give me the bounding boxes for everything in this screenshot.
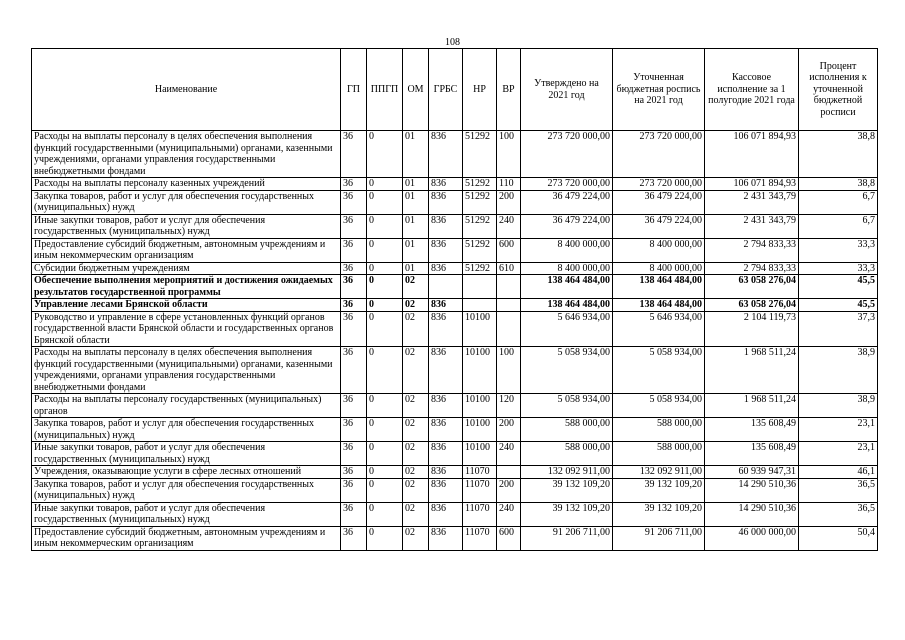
cell-grbs: 836: [429, 178, 463, 191]
cell-name: Субсидии бюджетным учреждениям: [32, 262, 341, 275]
cell-percent: 23,1: [799, 442, 878, 466]
cell-grbs: [429, 275, 463, 299]
cell-refined: 588 000,00: [613, 418, 705, 442]
cell-vr: 200: [497, 478, 521, 502]
cell-grbs: 836: [429, 442, 463, 466]
cell-grbs: 836: [429, 347, 463, 394]
cell-vr: 100: [497, 131, 521, 178]
header-om: ОМ: [403, 49, 429, 131]
cell-nr: 10100: [463, 347, 497, 394]
cell-percent: 38,8: [799, 178, 878, 191]
table-row: [32, 262, 878, 275]
table-row: [32, 311, 878, 347]
cell-refined: 138 464 484,00: [613, 275, 705, 299]
cell-cash: 135 608,49: [705, 442, 799, 466]
cell-nr: [463, 275, 497, 299]
cell-nr: 11070: [463, 502, 497, 526]
cell-refined: 273 720 000,00: [613, 131, 705, 178]
cell-grbs: 836: [429, 262, 463, 275]
cell-ppgp: 0: [367, 299, 403, 312]
cell-om: 02: [403, 311, 429, 347]
cell-approved: 138 464 484,00: [521, 299, 613, 312]
cell-nr: 11070: [463, 526, 497, 550]
cell-cash: 2 104 119,73: [705, 311, 799, 347]
cell-nr: 10100: [463, 394, 497, 418]
cell-approved: 588 000,00: [521, 442, 613, 466]
cell-grbs: 836: [429, 311, 463, 347]
cell-vr: 600: [497, 238, 521, 262]
cell-vr: 100: [497, 347, 521, 394]
cell-percent: 38,9: [799, 394, 878, 418]
cell-nr: 51292: [463, 131, 497, 178]
cell-approved: 588 000,00: [521, 418, 613, 442]
cell-vr: 610: [497, 262, 521, 275]
cell-om: 01: [403, 178, 429, 191]
cell-vr: 240: [497, 502, 521, 526]
cell-gp: 36: [341, 466, 367, 479]
cell-approved: 36 479 224,00: [521, 214, 613, 238]
cell-gp: 36: [341, 131, 367, 178]
cell-cash: 106 071 894,93: [705, 178, 799, 191]
cell-grbs: 836: [429, 214, 463, 238]
cell-ppgp: 0: [367, 478, 403, 502]
cell-gp: 36: [341, 262, 367, 275]
cell-ppgp: 0: [367, 178, 403, 191]
cell-grbs: 836: [429, 526, 463, 550]
cell-cash: 1 968 511,24: [705, 394, 799, 418]
table-row: [32, 394, 878, 418]
cell-ppgp: 0: [367, 131, 403, 178]
cell-cash: 135 608,49: [705, 418, 799, 442]
page-number: 108: [445, 37, 460, 48]
cell-vr: 200: [497, 418, 521, 442]
table-row: [32, 238, 878, 262]
header-name: Наименование: [32, 49, 341, 131]
cell-ppgp: 0: [367, 347, 403, 394]
cell-refined: 5 646 934,00: [613, 311, 705, 347]
cell-gp: 36: [341, 347, 367, 394]
cell-cash: 63 058 276,04: [705, 275, 799, 299]
header-grbs: ГРБС: [429, 49, 463, 131]
cell-name: Закупка товаров, работ и услуг для обеспечения государственных (муниципальных) нужд: [32, 478, 341, 502]
cell-gp: 36: [341, 526, 367, 550]
cell-om: 02: [403, 299, 429, 312]
cell-name: Закупка товаров, работ и услуг для обеспечения государственных (муниципальных) нужд: [32, 418, 341, 442]
table-body: [32, 131, 878, 551]
cell-om: 01: [403, 190, 429, 214]
cell-approved: 273 720 000,00: [521, 131, 613, 178]
table-row: [32, 478, 878, 502]
cell-gp: 36: [341, 238, 367, 262]
cell-cash: 2 431 343,79: [705, 214, 799, 238]
cell-vr: 110: [497, 178, 521, 191]
cell-percent: 33,3: [799, 262, 878, 275]
cell-nr: 10100: [463, 311, 497, 347]
cell-grbs: 836: [429, 466, 463, 479]
cell-refined: 273 720 000,00: [613, 178, 705, 191]
table-row: [32, 466, 878, 479]
cell-approved: 91 206 711,00: [521, 526, 613, 550]
cell-cash: 2 794 833,33: [705, 238, 799, 262]
table-row: [32, 214, 878, 238]
cell-gp: 36: [341, 190, 367, 214]
cell-vr: 600: [497, 526, 521, 550]
cell-percent: 36,5: [799, 502, 878, 526]
cell-refined: 5 058 934,00: [613, 347, 705, 394]
table-row: [32, 299, 878, 312]
budget-table: [31, 48, 878, 551]
cell-name: Расходы на выплаты персоналу государственных (муниципальных) органов: [32, 394, 341, 418]
cell-approved: 273 720 000,00: [521, 178, 613, 191]
cell-ppgp: 0: [367, 214, 403, 238]
cell-om: 01: [403, 262, 429, 275]
cell-om: 02: [403, 466, 429, 479]
cell-name: Обеспечение выполнения мероприятий и достижения ожидаемых результатов государственной программы: [32, 275, 341, 299]
cell-cash: 1 968 511,24: [705, 347, 799, 394]
cell-gp: 36: [341, 214, 367, 238]
cell-gp: 36: [341, 275, 367, 299]
cell-cash: 106 071 894,93: [705, 131, 799, 178]
cell-vr: 240: [497, 442, 521, 466]
cell-percent: 46,1: [799, 466, 878, 479]
cell-ppgp: 0: [367, 190, 403, 214]
cell-refined: 36 479 224,00: [613, 214, 705, 238]
cell-gp: 36: [341, 478, 367, 502]
cell-refined: 5 058 934,00: [613, 394, 705, 418]
cell-refined: 8 400 000,00: [613, 262, 705, 275]
cell-vr: [497, 299, 521, 312]
table-row: [32, 442, 878, 466]
table-header-row: [32, 49, 878, 131]
cell-ppgp: 0: [367, 311, 403, 347]
cell-grbs: 836: [429, 299, 463, 312]
cell-name: Закупка товаров, работ и услуг для обеспечения государственных (муниципальных) нужд: [32, 190, 341, 214]
cell-approved: 5 058 934,00: [521, 347, 613, 394]
cell-om: 02: [403, 442, 429, 466]
cell-name: Расходы на выплаты персоналу в целях обеспечения выполнения функций государственными (муниципальными) органами, казенными учреждениями, органами управления государственными внебюджетными фондами: [32, 347, 341, 394]
cell-gp: 36: [341, 502, 367, 526]
cell-om: 02: [403, 418, 429, 442]
cell-approved: 39 132 109,20: [521, 502, 613, 526]
cell-grbs: 836: [429, 131, 463, 178]
cell-name: Иные закупки товаров, работ и услуг для обеспечения государственных (муниципальных) нужд: [32, 442, 341, 466]
header-refined: Уточненная бюджетная роспись на 2021 год: [613, 49, 705, 131]
cell-om: 02: [403, 526, 429, 550]
cell-om: 02: [403, 394, 429, 418]
table-row: [32, 178, 878, 191]
cell-name: Иные закупки товаров, работ и услуг для обеспечения государственных (муниципальных) нужд: [32, 214, 341, 238]
cell-cash: 46 000 000,00: [705, 526, 799, 550]
cell-percent: 6,7: [799, 190, 878, 214]
cell-approved: 8 400 000,00: [521, 238, 613, 262]
cell-om: 02: [403, 275, 429, 299]
cell-grbs: 836: [429, 478, 463, 502]
cell-refined: 91 206 711,00: [613, 526, 705, 550]
header-ppgp: ППГП: [367, 49, 403, 131]
table-row: [32, 526, 878, 550]
cell-nr: 10100: [463, 442, 497, 466]
cell-ppgp: 0: [367, 526, 403, 550]
cell-vr: 120: [497, 394, 521, 418]
cell-approved: 138 464 484,00: [521, 275, 613, 299]
cell-nr: 10100: [463, 418, 497, 442]
cell-vr: [497, 311, 521, 347]
cell-om: 01: [403, 214, 429, 238]
cell-cash: 60 939 947,31: [705, 466, 799, 479]
cell-om: 02: [403, 478, 429, 502]
cell-grbs: 836: [429, 190, 463, 214]
cell-percent: 6,7: [799, 214, 878, 238]
cell-name: Предоставление субсидий бюджетным, автономным учреждениям и иным некоммерческим организациям: [32, 526, 341, 550]
cell-nr: 11070: [463, 466, 497, 479]
table-row: [32, 131, 878, 178]
cell-ppgp: 0: [367, 394, 403, 418]
cell-grbs: 836: [429, 394, 463, 418]
cell-nr: 51292: [463, 262, 497, 275]
cell-name: Расходы на выплаты персоналу казенных учреждений: [32, 178, 341, 191]
cell-om: 01: [403, 238, 429, 262]
cell-percent: 50,4: [799, 526, 878, 550]
cell-gp: 36: [341, 394, 367, 418]
cell-nr: 51292: [463, 190, 497, 214]
cell-percent: 36,5: [799, 478, 878, 502]
cell-refined: 132 092 911,00: [613, 466, 705, 479]
cell-vr: 200: [497, 190, 521, 214]
cell-percent: 38,9: [799, 347, 878, 394]
cell-grbs: 836: [429, 418, 463, 442]
cell-approved: 8 400 000,00: [521, 262, 613, 275]
cell-name: Руководство и управление в сфере установленных функций органов государственной власти Брянской области и государственных органов Брянской области: [32, 311, 341, 347]
cell-nr: 51292: [463, 238, 497, 262]
table-row: [32, 418, 878, 442]
cell-percent: 38,8: [799, 131, 878, 178]
cell-cash: 14 290 510,36: [705, 502, 799, 526]
cell-percent: 45,5: [799, 299, 878, 312]
cell-ppgp: 0: [367, 238, 403, 262]
cell-name: Предоставление субсидий бюджетным, автономным учреждениям и иным некоммерческим организациям: [32, 238, 341, 262]
cell-ppgp: 0: [367, 262, 403, 275]
table-row: [32, 275, 878, 299]
header-nr: НР: [463, 49, 497, 131]
cell-cash: 63 058 276,04: [705, 299, 799, 312]
cell-ppgp: 0: [367, 502, 403, 526]
cell-refined: 39 132 109,20: [613, 502, 705, 526]
cell-om: 02: [403, 347, 429, 394]
table-row: [32, 190, 878, 214]
cell-percent: 33,3: [799, 238, 878, 262]
cell-ppgp: 0: [367, 466, 403, 479]
cell-name: Расходы на выплаты персоналу в целях обеспечения выполнения функций государственными (муниципальными) органами, казенными учреждениями, органами управления государственными внебюджетными фондами: [32, 131, 341, 178]
cell-name: Учреждения, оказывающие услуги в сфере лесных отношений: [32, 466, 341, 479]
cell-approved: 5 646 934,00: [521, 311, 613, 347]
cell-cash: 2 431 343,79: [705, 190, 799, 214]
header-gp: ГП: [341, 49, 367, 131]
cell-name: Управление лесами Брянской области: [32, 299, 341, 312]
cell-refined: 138 464 484,00: [613, 299, 705, 312]
cell-nr: 51292: [463, 178, 497, 191]
cell-vr: [497, 466, 521, 479]
header-percent: Процент исполнения к уточненной бюджетной росписи: [799, 49, 878, 131]
cell-grbs: 836: [429, 238, 463, 262]
cell-cash: 14 290 510,36: [705, 478, 799, 502]
cell-refined: 588 000,00: [613, 442, 705, 466]
cell-vr: 240: [497, 214, 521, 238]
cell-refined: 8 400 000,00: [613, 238, 705, 262]
cell-nr: 51292: [463, 214, 497, 238]
table-row: [32, 502, 878, 526]
cell-gp: 36: [341, 299, 367, 312]
cell-ppgp: 0: [367, 275, 403, 299]
cell-approved: 39 132 109,20: [521, 478, 613, 502]
cell-percent: 23,1: [799, 418, 878, 442]
cell-gp: 36: [341, 418, 367, 442]
cell-approved: 36 479 224,00: [521, 190, 613, 214]
cell-approved: 5 058 934,00: [521, 394, 613, 418]
cell-refined: 36 479 224,00: [613, 190, 705, 214]
header-cash: Кассовое исполнение за 1 полугодие 2021 года: [705, 49, 799, 131]
cell-grbs: 836: [429, 502, 463, 526]
header-approved: Утверждено на 2021 год: [521, 49, 613, 131]
cell-name: Иные закупки товаров, работ и услуг для обеспечения государственных (муниципальных) нужд: [32, 502, 341, 526]
cell-ppgp: 0: [367, 442, 403, 466]
table-row: [32, 347, 878, 394]
cell-ppgp: 0: [367, 418, 403, 442]
cell-percent: 37,3: [799, 311, 878, 347]
header-vr: ВР: [497, 49, 521, 131]
cell-vr: [497, 275, 521, 299]
cell-cash: 2 794 833,33: [705, 262, 799, 275]
cell-om: 01: [403, 131, 429, 178]
cell-approved: 132 092 911,00: [521, 466, 613, 479]
cell-nr: [463, 299, 497, 312]
cell-percent: 45,5: [799, 275, 878, 299]
cell-nr: 11070: [463, 478, 497, 502]
cell-gp: 36: [341, 311, 367, 347]
cell-om: 02: [403, 502, 429, 526]
cell-gp: 36: [341, 178, 367, 191]
cell-gp: 36: [341, 442, 367, 466]
cell-refined: 39 132 109,20: [613, 478, 705, 502]
